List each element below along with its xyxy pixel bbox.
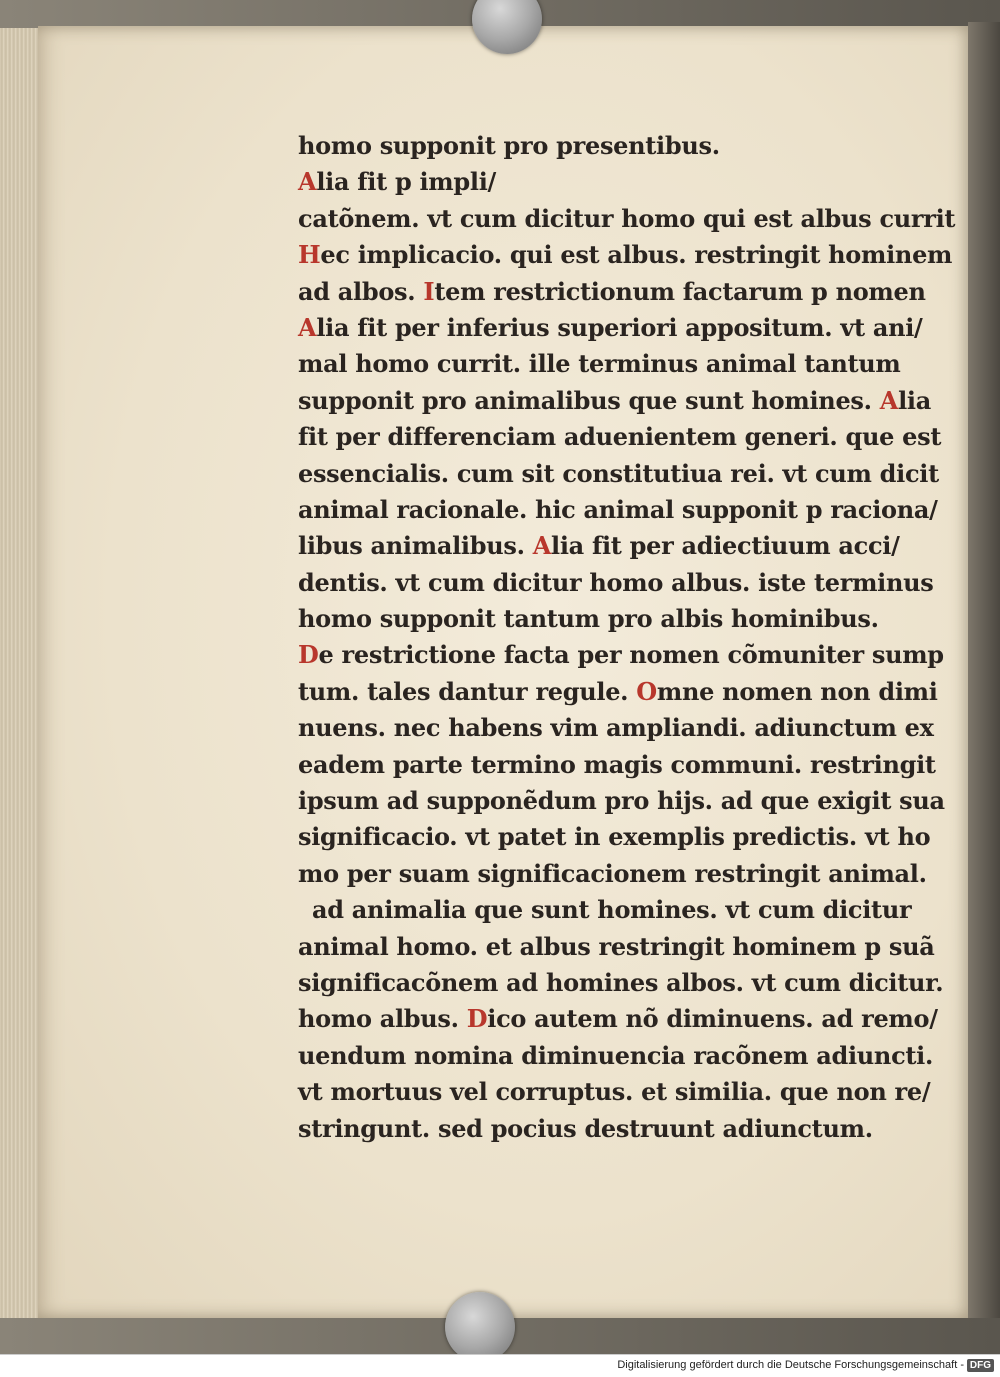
text-segment: mne nomen non dimi xyxy=(656,676,938,706)
text-line xyxy=(298,201,956,237)
text-segment: essencialis. cum sit constitutiua rei. vt cum dicit xyxy=(298,458,939,488)
rubricated-initial: O xyxy=(636,676,657,706)
text-segment: uendum nomina diminuencia racõnem adiuncti. xyxy=(298,1040,934,1070)
text-segment: lia fit per adiectiuum acci/ xyxy=(551,531,900,561)
rubricated-initial: A xyxy=(298,312,317,342)
page-text-block xyxy=(298,128,956,1147)
text-line xyxy=(298,274,926,310)
text-segment: supponit pro animalibus que sunt homines. xyxy=(298,385,880,415)
text-line xyxy=(298,565,934,601)
text-segment: lia fit p impli/ xyxy=(316,167,496,197)
text-segment: tem restrictionum factarum p nomen xyxy=(434,276,926,306)
text-segment: ec implicacio. qui est albus. restringit hominem xyxy=(320,240,953,270)
text-segment: mo per suam significacionem restringit animal. xyxy=(298,858,927,888)
footer-bar xyxy=(0,1354,1000,1377)
text-segment: animal homo. et albus restringit hominem p suã xyxy=(298,931,935,961)
text-segment: dentis. vt cum dicitur homo albus. iste terminus xyxy=(298,567,934,597)
text-line xyxy=(298,310,923,346)
text-segment: catõnem. vt cum dicitur homo qui est albus currit xyxy=(298,203,956,233)
text-line xyxy=(298,965,944,1001)
text-line xyxy=(298,747,936,783)
rubricated-initial: H xyxy=(298,240,321,270)
text-segment: lia xyxy=(898,385,931,415)
text-segment: eadem parte termino magis communi. restringit xyxy=(298,749,936,779)
text-line xyxy=(298,164,888,200)
book-gutter xyxy=(968,22,1000,1318)
rubricated-initial: A xyxy=(532,531,552,561)
text-line xyxy=(298,1038,934,1074)
text-segment: vt mortuus vel corruptus. et similia. que non re/ xyxy=(298,1077,931,1107)
text-line xyxy=(298,383,931,419)
text-segment: ipsum ad supponẽdum pro hijs. ad que exigit sua xyxy=(298,786,945,816)
text-segment: ico autem nõ diminuens. ad remo/ xyxy=(487,1004,938,1034)
dfg-logo: DFG xyxy=(967,1359,994,1372)
text-segment: mal homo currit. ille terminus animal tantum xyxy=(298,349,901,379)
page-holder-clip-bottom xyxy=(445,1292,515,1362)
text-line xyxy=(298,819,931,855)
rubricated-initial: D xyxy=(466,1004,488,1034)
text-line xyxy=(298,710,934,746)
text-line xyxy=(298,601,888,637)
text-line xyxy=(298,637,944,673)
funding-notice: Digitalisierung gefördert durch die Deutsche Forschungsgemeinschaft - xyxy=(617,1359,964,1371)
text-segment: homo supponit tantum pro albis hominibus. xyxy=(298,604,879,634)
rubricated-initial: I xyxy=(423,276,435,306)
rubricated-initial: D xyxy=(298,640,319,670)
text-line xyxy=(298,1111,888,1147)
text-segment: homo albus. xyxy=(298,1004,467,1034)
text-line xyxy=(298,674,938,710)
text-segment: e restrictione facta per nomen cõmuniter sump xyxy=(318,640,944,670)
text-line xyxy=(298,1001,938,1037)
text-segment: ad albos. xyxy=(298,276,424,306)
text-line xyxy=(298,929,935,965)
text-segment: significacõnem ad homines albos. vt cum dicitur. xyxy=(298,967,944,997)
text-line xyxy=(298,856,927,892)
text-segment: nuens. nec habens vim ampliandi. adiunctum ex xyxy=(298,713,934,743)
text-line xyxy=(298,492,938,528)
text-segment: lia fit per inferius superiori appositum. vt ani/ xyxy=(316,312,923,342)
text-line xyxy=(298,419,942,455)
text-segment: significacio. vt patet in exemplis predictis. vt ho xyxy=(298,822,931,852)
text-line xyxy=(298,128,888,164)
text-line xyxy=(298,346,901,382)
text-line xyxy=(298,783,945,819)
text-line xyxy=(298,892,912,928)
rubricated-initial: A xyxy=(879,385,899,415)
text-segment: stringunt. sed pocius destruunt adiunctum. xyxy=(298,1113,873,1143)
text-line xyxy=(298,237,953,273)
page-stack-edge xyxy=(0,28,39,1318)
text-segment: fit per differenciam aduenientem generi. que est xyxy=(298,422,942,452)
text-line xyxy=(298,456,939,492)
text-line xyxy=(298,528,900,564)
text-segment: ad animalia que sunt homines. vt cum dicitur xyxy=(312,895,912,925)
rubricated-initial: A xyxy=(298,167,317,197)
text-segment: animal racionale. hic animal supponit p raciona/ xyxy=(298,494,938,524)
text-segment: tum. tales dantur regule. xyxy=(298,676,637,706)
text-segment: homo supponit pro presentibus. xyxy=(298,131,720,160)
text-segment: libus animalibus. xyxy=(298,531,533,561)
text-line xyxy=(298,1074,931,1110)
